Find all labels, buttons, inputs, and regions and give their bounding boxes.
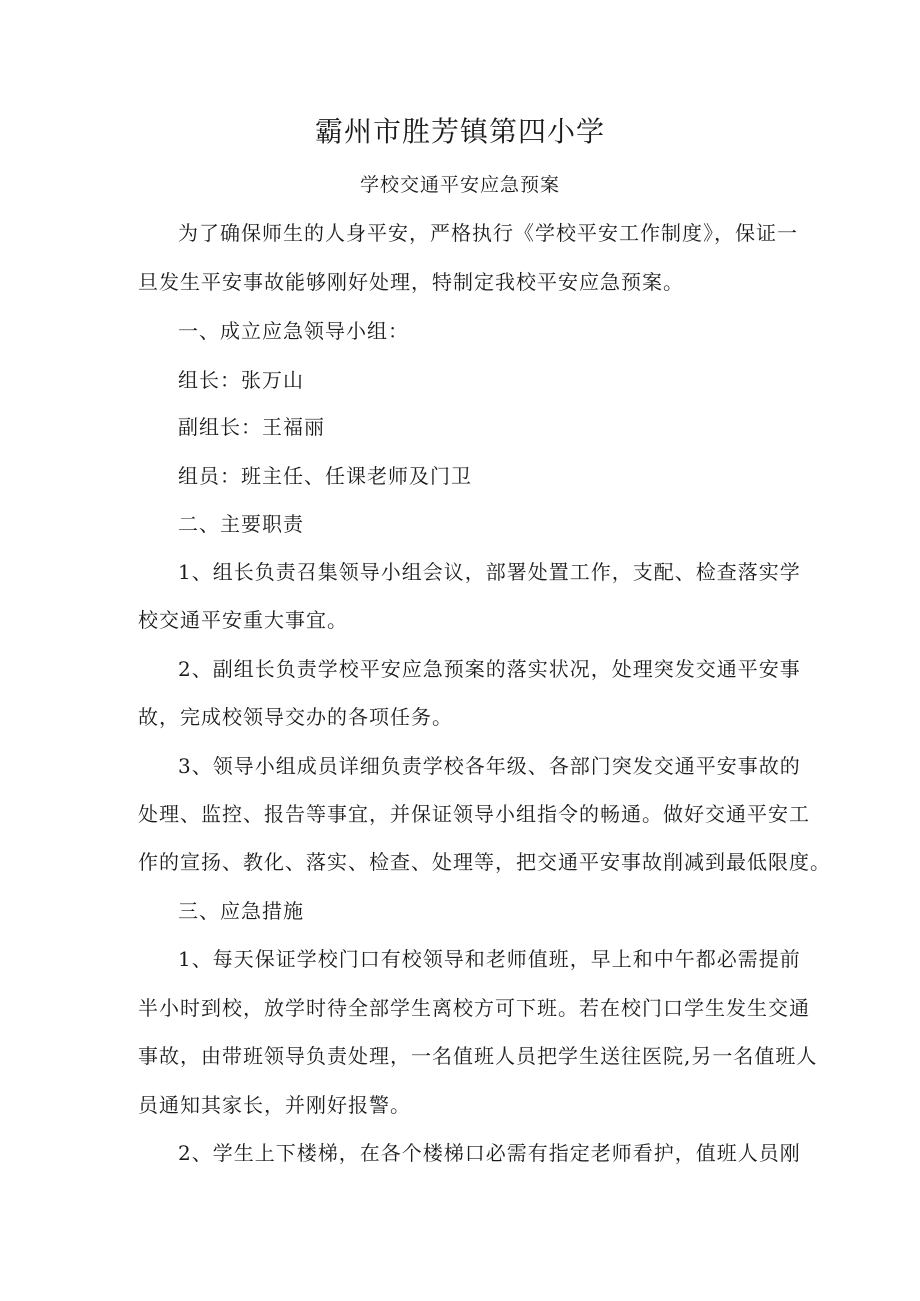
- text-line: 事故，由带班领导负责处理，一名值班人员把学生送往医院,另一名值班人: [138, 1044, 818, 1068]
- section-heading: 二、主要职责: [178, 512, 304, 536]
- text-line: 1、组长负责召集领导小组会议，部署处置工作，支配、检查落实学: [178, 560, 801, 584]
- text-line: 作的宣扬、教化、落实、检查、处理等，把交通平安事故削减到最低限度。: [138, 850, 831, 874]
- text-line: 3、领导小组成员详细负责学校各年级、各部门突发交通平安事故的: [178, 754, 801, 778]
- section-heading: 三、应急措施: [178, 899, 304, 923]
- text-line: 校交通平安重大事宜。: [138, 608, 348, 632]
- section-heading: 一、成立应急领导小组：: [178, 319, 409, 343]
- text-line: 组长：张万山: [178, 368, 304, 392]
- text-line: 2、副组长负责学校平安应急预案的落实状况，处理突发交通平安事: [178, 657, 801, 681]
- text-line: 故，完成校领导交办的各项任务。: [138, 705, 453, 729]
- text-line: 副组长：王福丽: [178, 415, 325, 439]
- document-subtitle: 学校交通平安应急预案: [359, 174, 560, 196]
- text-line: 员通知其家长，并刚好报警。: [138, 1093, 411, 1117]
- text-line: 为了确保师生的人身平安，严格执行《学校平安工作制度》，保证一: [178, 221, 798, 245]
- page-title: 霸州市胜芳镇第四小学: [314, 115, 605, 148]
- text-line: 旦发生平安事故能够刚好处理，特制定我校平安应急预案。: [138, 270, 684, 294]
- text-line: 半小时到校，放学时待全部学生离校方可下班。若在校门口学生发生交通: [138, 996, 810, 1020]
- text-line: 2、学生上下楼梯，在各个楼梯口必需有指定老师看护，值班人员刚: [178, 1141, 801, 1165]
- text-line: 处理、监控、报告等事宜，并保证领导小组指令的畅通。做好交通平安工: [138, 802, 810, 826]
- text-line: 组员：班主任、任课老师及门卫: [178, 464, 472, 488]
- text-line: 1、每天保证学校门口有校领导和老师值班，早上和中午都必需提前: [178, 947, 801, 971]
